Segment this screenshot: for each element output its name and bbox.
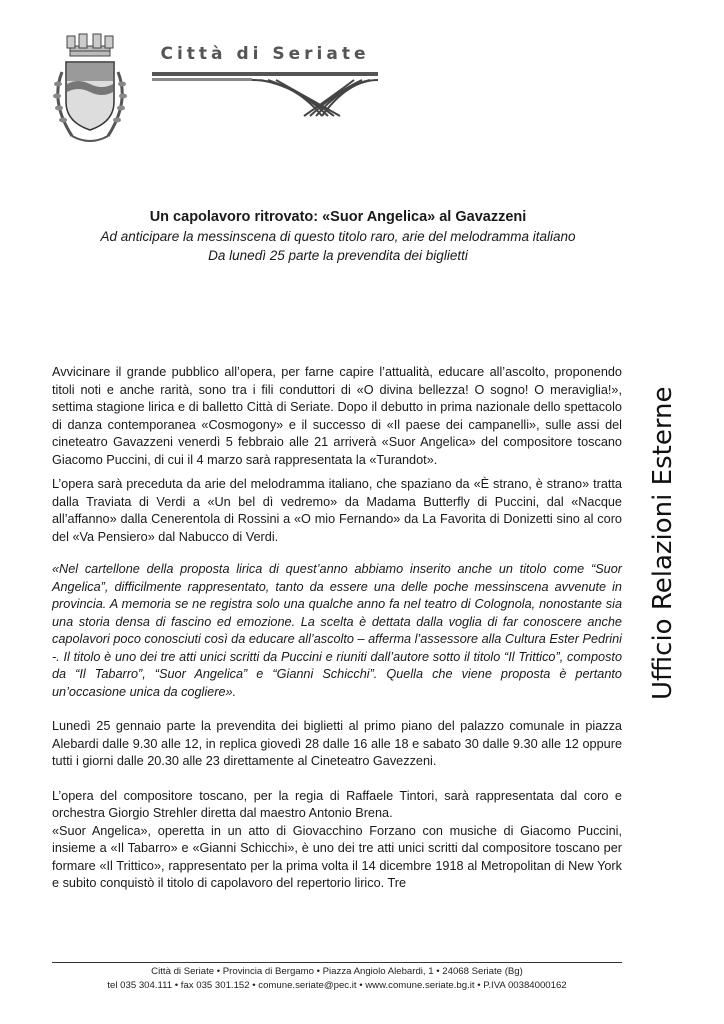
brand-logo [152,44,378,124]
paragraph-5: L’opera del compositore toscano, per la regia di Raffaele Tintori, sarà rappresentata dal coro e orchestra Giorgio Strehler diretta dal maestro Antonio Brena. [52,788,622,820]
paragraph-1: Avvicinare il grande pubblico all’opera, per farne capire l’attualità, educare all’ascolto, proponendo titoli noti e anche rarità, sono tra i fili conduttori di «O divina bellezza! O sogno! O meraviglia!», settima stagione lirica e di balletto Città di Seriate. Dopo il debutto in prima nazionale dello spettacolo di danza contemporanea «Cosmogony» e il successo di «Il paese dei campanelli», sulle assi del cineteatro Gavazzeni venerdì 5 febbraio alle 21 arriverà «Suor Angelica» del compositore toscano Giacomo Puccini, di cui il 4 marzo sarà rappresentata la «Turandot». [52,365,622,467]
press-heading [52,208,624,265]
paragraph-6: «Suor Angelica», operetta in un atto di Giovacchino Forzano con musiche di Giacomo Puccini, insieme a «Il Tabarro» e «Gianni Schicchi», è uno dei tre atti unici scritti dal compositore toscano per formare «Il Trittico», rappresentato per la prima volta il 14 dicembre 1918 al Metropolitan di New York e subito conquistò il titolo di capolavoro del repertorio lirico. Tre [52,823,622,890]
paragraph-quote: «Nel cartellone della proposta lirica di quest’anno abbiamo inserito anche un titolo come “Suor Angelica”, difficilmente rappresentato, tanto da essere una delle poche messinscena avvenute in provincia. A memoria se ne registra solo una qualche anno fa nel teatro di Colognola, nonostante sia una storia densa di fascino ed emozione. La scelta è dettata dalla voglia di far conoscere anche capolavori poco conosciuti così da educare all’ascolto – afferma l’assessore alla Cultura Ester Pedrini -. Il titolo è uno dei tre atti unici scritti da Puccini e riuniti dall’autore sotto il titolo “Il Trittico”, composto da “Il Tabarro”, “Suor Angelica” e “Gianni Schicchi”. Quella che viene proposta è pertanto un’occasione unica da cogliere». [52,562,622,699]
footer [52,965,622,993]
page-title: Un capolavoro ritrovato: «Suor Angelica» al Gavazzeni [149,209,527,225]
paragraph-4: Lunedì 25 gennaio parte la prevendita dei biglietti al primo piano del palazzo comunale in piazza Alebardi dalle 9.30 alle 12, in replica giovedì 28 dalle 16 alle 18 e sabato 30 dalle 9.30 alle 12 oppure tutti i giorni dalle 20.30 alle 23 direttamente al Cineteatro Gavezzeni. [52,719,622,768]
subtitle-2: Da lunedì 25 parte la prevendita dei biglietti [208,248,468,263]
subtitle: Ad anticipare la messinscena di questo titolo raro, arie del melodramma italiano [100,229,576,244]
bridge-arcs-icon [152,66,378,122]
paragraph-2: L’opera sarà preceduta da arie del melodramma italiano, che spaziano da «È strano, è strano» tratta dalla Traviata di Verdi a «Un bel dì vedremo» da Madama Butterfly di Puccini, dal «Nacque all’affanno» dalla Cenerentola di Rossini a «O mio Fernando» da La Favorita di Donizetti sino al coro del «Va Pensiero» dal Nabucco di Verdi. [52,477,622,544]
footer-contacts: tel 035 304.111 • fax 035 301.152 • comune.seriate@pec.it • www.comune.seriate.bg.it • P.IVA 00384000162 [107,980,567,991]
article-body [52,364,622,893]
brand-name: Città di Seriate [160,44,370,64]
side-label: Ufficio Relazioni Esterne [648,386,678,700]
comune-crest-icon [50,32,130,150]
footer-address: Città di Seriate • Provincia di Bergamo • Piazza Angiolo Alebardi, 1 • 24068 Seriate (Bg) [151,966,523,977]
footer-divider [52,962,622,963]
